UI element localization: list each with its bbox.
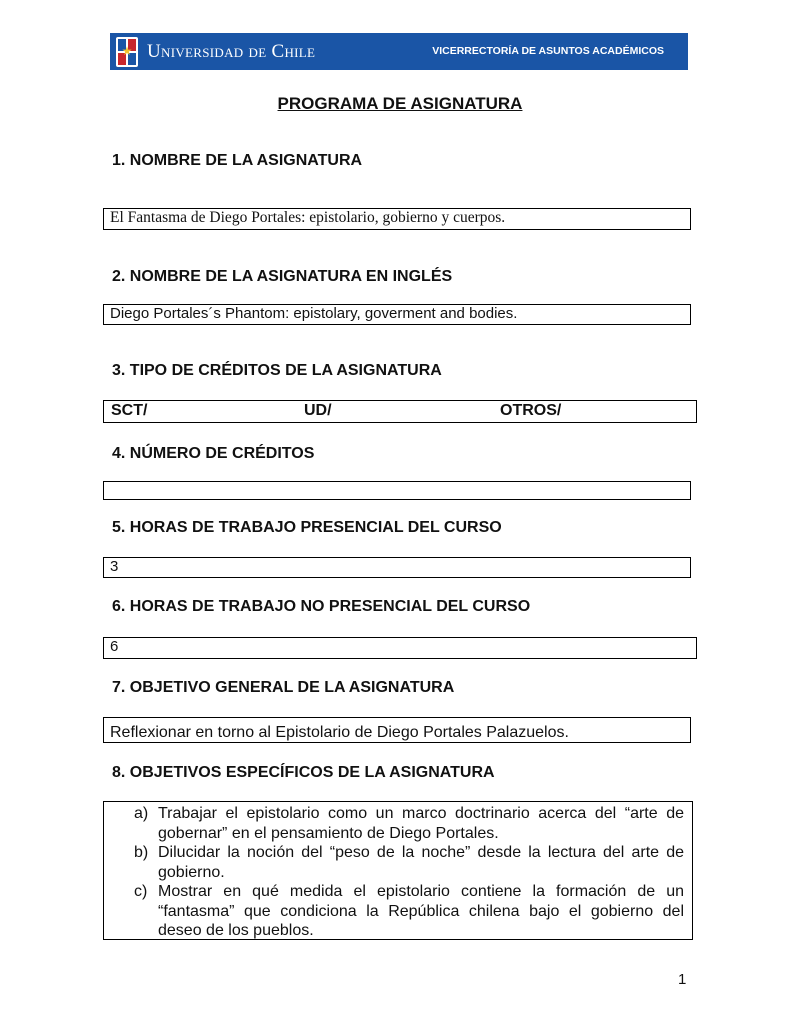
objective-label: b) xyxy=(134,844,149,861)
specific-objectives-list xyxy=(103,801,693,940)
objective-text: Dilucidar la noción del “peso de la noche” desde la lectura del arte de gobierno. xyxy=(158,844,684,881)
objective-item xyxy=(134,804,684,843)
section-2-heading: 2. NOMBRE DE LA ASIGNATURA EN INGLÉS xyxy=(112,268,453,285)
section-4-heading: 4. NÚMERO DE CRÉDITOS xyxy=(112,445,315,462)
objective-item xyxy=(134,882,684,941)
section-5-heading: 5. HORAS DE TRABAJO PRESENCIAL DEL CURSO xyxy=(112,519,502,536)
section-7-heading: 7. OBJETIVO GENERAL DE LA ASIGNATURA xyxy=(112,679,455,696)
objective-item xyxy=(134,843,684,882)
credit-type-field xyxy=(103,400,697,423)
objective-label: c) xyxy=(134,883,148,900)
objective-text: Trabajar el epistolario como un marco doctrinario acerca del “arte de gobernar” en el pensamiento de Diego Portales. xyxy=(158,805,684,842)
document-title: PROGRAMA DE ASIGNATURA xyxy=(277,94,523,113)
general-objective-field: Reflexionar en torno al Epistolario de Diego Portales Palazuelos. xyxy=(103,717,691,743)
objective-label: a) xyxy=(134,805,149,822)
page-number: 1 xyxy=(678,971,687,988)
credit-sct-label: SCT/ xyxy=(111,402,148,419)
credit-count-field xyxy=(103,481,691,500)
objective-text: Mostrar en qué medida el epistolario contiene la formación de un “fantasma” que condiciona la República chilena bajo el gobierno del deseo de los pueblos. xyxy=(158,883,684,939)
section-3-heading: 3. TIPO DE CRÉDITOS DE LA ASIGNATURA xyxy=(112,362,442,379)
non-presential-hours-field: 6 xyxy=(103,637,697,659)
presential-hours-field: 3 xyxy=(103,557,691,578)
course-name-english-field: Diego Portales´s Phantom: epistolary, goverment and bodies. xyxy=(103,304,691,325)
section-1-heading: 1. NOMBRE DE LA ASIGNATURA xyxy=(112,152,363,169)
course-name-field: El Fantasma de Diego Portales: epistolario, gobierno y cuerpos. xyxy=(103,208,691,230)
credit-otros-label: OTROS/ xyxy=(500,402,562,419)
university-crest-icon: ★ xyxy=(116,37,138,67)
credit-ud-label: UD/ xyxy=(304,402,332,419)
university-name: Universidad de Chile xyxy=(147,40,316,62)
office-name: VICERRECTORÍA DE ASUNTOS ACADÉMICOS xyxy=(432,45,664,57)
section-8-heading: 8. OBJETIVOS ESPECÍFICOS DE LA ASIGNATURA xyxy=(112,764,495,781)
section-6-heading: 6. HORAS DE TRABAJO NO PRESENCIAL DEL CURSO xyxy=(112,598,531,615)
header-banner xyxy=(110,33,688,70)
